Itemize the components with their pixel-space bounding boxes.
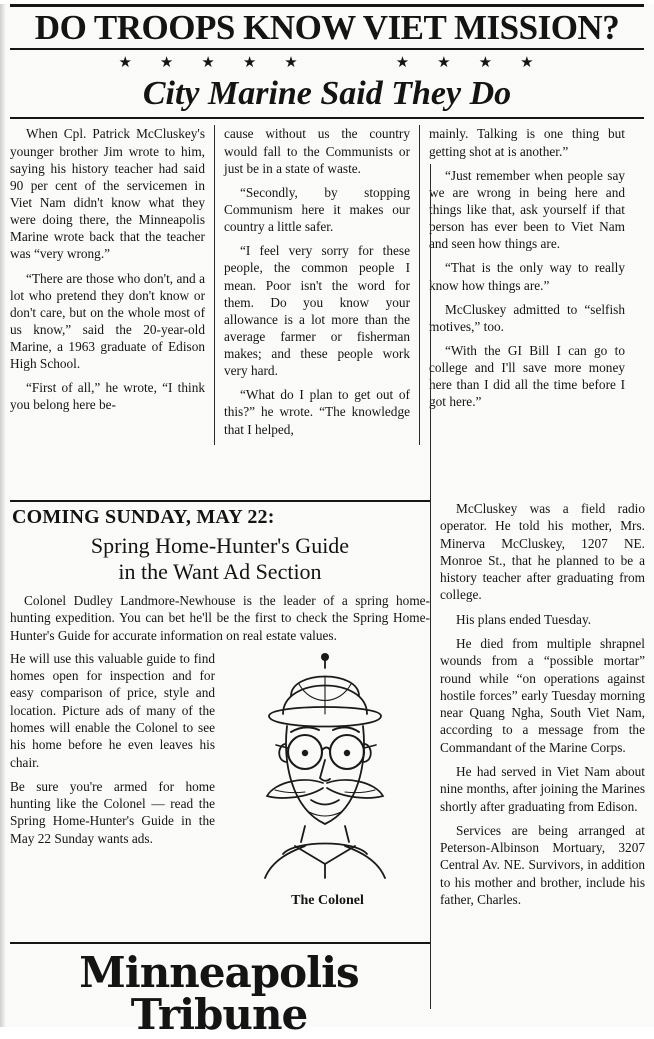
star-icon: ★ <box>437 54 453 71</box>
promo-title <box>10 533 430 584</box>
headline-underrule <box>10 48 644 50</box>
story-column-2 <box>215 125 420 444</box>
promo-paragraph: He will use this valuable guide to find homes open for inspection and for easy comparison of price, style and location. Picture ads of many of the homes will enable the Colonel to see his home before he even leaves his chair. <box>10 650 215 770</box>
story-paragraph: His plans ended Tuesday. <box>456 611 592 627</box>
page-edge-shadow <box>0 4 6 1027</box>
story-column-3-lower <box>440 500 645 915</box>
promo-block[interactable] <box>10 500 430 909</box>
story-column-1 <box>10 125 215 444</box>
promo-body-column <box>10 650 215 847</box>
colonel-illustration <box>225 640 430 910</box>
story-columns <box>10 125 644 444</box>
story-paragraph: “What do I plan to get out of this?” he wrote. “The knowledge that I helped, <box>224 387 410 437</box>
story-paragraph: “There are those who don't, and a lot who pretend they don't know or don't care, but on the whole most of us know,” said the 20-year-old Marine, a 1963 graduate of Edison High School. <box>10 270 205 372</box>
newspaper-page <box>0 4 654 1039</box>
page-subheadline: City Marine Said They Do <box>142 74 512 112</box>
story-paragraph: “With the GI Bill I can go to college and I'll save more money here than I did all the time before I got here.” <box>429 342 625 410</box>
star-icon: ★ <box>520 54 536 71</box>
story-paragraph: cause without us the country would fall to the Communists or just be in a state of waste. <box>224 126 410 176</box>
star-icon: ★ <box>159 54 176 71</box>
story-paragraph: McCluskey was a field radio operator. He told his mother, Mrs. Minerva McCluskey, 1207 NE. Monroe St., that he planned to be a history teacher after graduating from college. <box>440 501 645 603</box>
colonel-drawing-icon <box>225 640 425 890</box>
column-divider-right <box>430 164 431 1009</box>
promo-title-line-2: in the Want Ad Section <box>118 558 322 584</box>
illustration-caption: The Colonel <box>291 893 364 909</box>
story-paragraph: “I feel very sorry for these people, the common people I mean. Poor isn't the word for them. Do you know your allowance is a lot more than the average farmer or fisherman makes; and these people work very hard. <box>224 243 410 379</box>
star-icon: ★ <box>395 54 412 71</box>
promo-lead-paragraph: Colonel Dudley Landmore-Newhouse is the leader of a spring home-hunting expedition. You can bet he'll be the first to check the Spring Home-Hunter's Guide for accurate information on real estate values. <box>10 593 430 643</box>
story-paragraph: “Secondly, by stopping Communism here it makes our country a little safer. <box>224 184 410 235</box>
story-paragraph: “Just remember when people say we are wrong in being here and things like that, ask yourself if that person has ever been to Viet Nam and seen how things are. <box>429 167 625 252</box>
story-paragraph: “That is the only way to really know how things are.” <box>429 260 625 293</box>
promo-body <box>10 592 430 909</box>
promo-title-line-1: Spring Home-Hunter's Guide <box>90 533 350 558</box>
story-paragraph: mainly. Talking is one thing but getting shot at is another.” <box>429 126 625 159</box>
masthead-logo: Minneapolis Tribune <box>79 948 359 1039</box>
star-group-left <box>118 53 299 72</box>
star-icon: ★ <box>284 54 300 71</box>
story-paragraph: “First of all,” he wrote, “I think you belong here be- <box>10 380 205 413</box>
promo-kicker: COMING SUNDAY, MAY 22: <box>12 506 275 528</box>
subheadline-underrule <box>10 117 644 119</box>
story-paragraph: Services are being arranged at Peterson-Albinson Mortuary, 3207 Central Av. NE. Survivors, in addition to his mother and brother, include his father, Charles. <box>440 822 645 907</box>
masthead-rule <box>10 942 430 944</box>
promo-top-rule <box>10 500 430 502</box>
star-divider <box>0 53 654 72</box>
story-paragraph: He died from multiple shrapnel wounds from a “possible mortar” round while “on operations against hostile forces” early Tuesday morning near Quang Ngha, South Viet Nam, according to a message from the Commandant of the Marine Corps. <box>440 635 645 755</box>
story-paragraph: McCluskey admitted to “selfish motives,” too. <box>429 301 625 334</box>
top-rule <box>10 4 644 7</box>
star-group-right <box>396 53 536 72</box>
star-icon: ★ <box>201 54 217 71</box>
star-icon: ★ <box>118 54 134 71</box>
page-headline: DO TROOPS KNOW VIET MISSION? <box>34 8 620 47</box>
story-column-3 <box>420 125 625 444</box>
promo-paragraph: Be sure you're armed for home hunting like the Colonel — read the Spring Home-Hunter's Guide in the May 22 Sunday wants ads. <box>10 778 215 846</box>
star-icon: ★ <box>478 54 495 71</box>
story-paragraph: When Cpl. Patrick McCluskey's younger brother Jim wrote to him, saying his history teacher had said 90 per cent of the servicemen in Viet Nam didn't know what they were doing there, the Minneapolis Marine wrote back that the teacher was “very wrong.” <box>10 126 205 262</box>
story-paragraph: He had served in Viet Nam about nine months, after joining the Marines shortly after graduating from Edison. <box>440 763 645 814</box>
star-icon: ★ <box>242 54 259 71</box>
